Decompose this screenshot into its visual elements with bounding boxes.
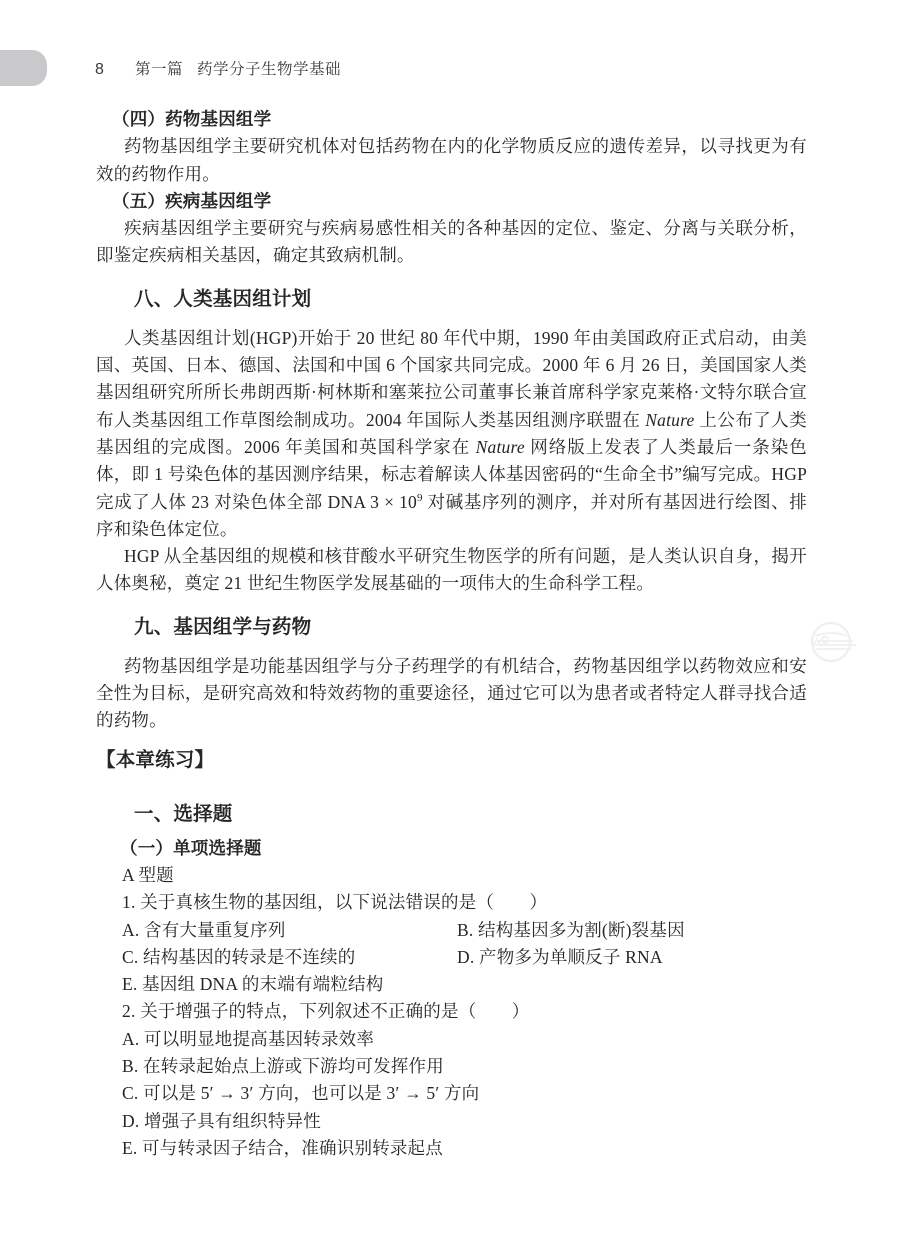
heading-hgp: 八、人类基因组计划 — [134, 287, 312, 310]
text-run: 网络版上发表了人类最后一条染色体，即 1 号染色体的基因测序结果，标志着解读人体基因密码的“生命全书”编写完成。HGP 完成了人体 23 对染色体全部 DNA 3 × 10 — [96, 436, 807, 512]
option-e: E. 基因组 DNA 的末端有端粒结构 — [122, 974, 384, 995]
journal-name-italic: Nature — [475, 436, 525, 457]
paragraph-hgp-2: HGP 从全基因组的规模和核苷酸水平研究生物医学的所有问题，是人类认识自身，揭开人体奥秘，奠定 21 世纪生物医学发展基础的一项伟大的生命科学工程。 — [96, 546, 807, 594]
option-e: E. 可与转录因子结合，准确识别转录起点 — [122, 1137, 443, 1158]
option-d: D. 增强子具有组织特异性 — [122, 1110, 321, 1131]
part-label: 第一篇 — [135, 61, 184, 78]
option-d: D. 产物多为单顺反子 RNA — [457, 946, 663, 967]
paragraph-pharmacogenomics: 药物基因组学主要研究机体对包括药物在内的化学物质反应的遗传差异，以寻找更为有效的药物作用。 — [96, 136, 807, 184]
journal-name-italic: Nature — [645, 409, 695, 430]
text-run: 人类基因组计划(HGP)开始于 20 世纪 80 年代中期，1990 年由美国政府正式启动，由美国、英国、日本、德国、法国和中国 6 个国家共同完成。2000 年 6 月 26 日，美国国家人类基因组研究所所长弗朗西斯·柯林斯和塞莱拉公司董事长兼首席科学家克莱格·文特尔联合宣布人类基因组工作草图绘制成功。2004 年国际人类基因组测序联盟在 — [96, 327, 807, 430]
heading-genomics-drugs: 九、基因组学与药物 — [134, 615, 312, 638]
option-a: A. 含有大量重复序列 — [122, 919, 286, 940]
page-body — [96, 106, 807, 1162]
question-1-options — [96, 917, 807, 972]
option-c: C. 结构基因的转录是不连续的 — [122, 946, 356, 967]
paragraph-genomics-drugs: 药物基因组学是功能基因组学与分子药理学的有机结合，药物基因组学以药物效应和安全性为目标，是研究高效和特效药物的重要途径，通过它可以为患者或者特定人群寻找合适的药物。 — [96, 655, 807, 731]
part-title: 药学分子生物学基础 — [197, 61, 342, 78]
option-b: B. 结构基因多为割(断)裂基因 — [457, 919, 685, 940]
text-run: 对碱基序列的测序，并对所有基因进行绘图、排序和染色体定位。 — [96, 491, 807, 539]
chapter-practice-title: 【本章练习】 — [96, 748, 215, 771]
superscript-exponent: 9 — [417, 491, 423, 504]
text-run: 上公布了人类基因组的完成图。2006 年美国和英国科学家在 — [96, 409, 807, 457]
option-a: A. 可以明显地提高基因转录效率 — [122, 1028, 375, 1049]
heading-disease-genomics: （五）疾病基因组学 — [112, 190, 272, 211]
paragraph-disease-genomics: 疾病基因组学主要研究与疾病易感性相关的各种基因的定位、鉴定、分离与关联分析，即鉴定疾病相关基因，确定其致病机制。 — [96, 218, 807, 266]
question-2-stem: 2. 关于增强子的特点，下列叙述不正确的是（ ） — [122, 1001, 530, 1022]
paragraph-hgp-1 — [96, 325, 807, 543]
option-b: B. 在转录起始点上游或下游均可发挥作用 — [122, 1056, 444, 1077]
question-type-label: A 型题 — [122, 864, 174, 885]
heading-single-choice: （一）单项选择题 — [120, 837, 262, 858]
running-head — [95, 57, 341, 79]
heading-choice-questions: 一、选择题 — [134, 802, 233, 825]
option-c: C. 可以是 5′ → 3′ 方向，也可以是 3′ → 5′ 方向 — [122, 1083, 480, 1104]
question-1-stem: 1. 关于真核生物的基因组，以下说法错误的是（ ） — [122, 892, 548, 913]
page-edge-tab — [0, 50, 47, 86]
publisher-watermark-icon — [803, 612, 865, 674]
heading-pharmacogenomics: （四）药物基因组学 — [112, 109, 272, 129]
page-number: 8 — [95, 61, 105, 78]
